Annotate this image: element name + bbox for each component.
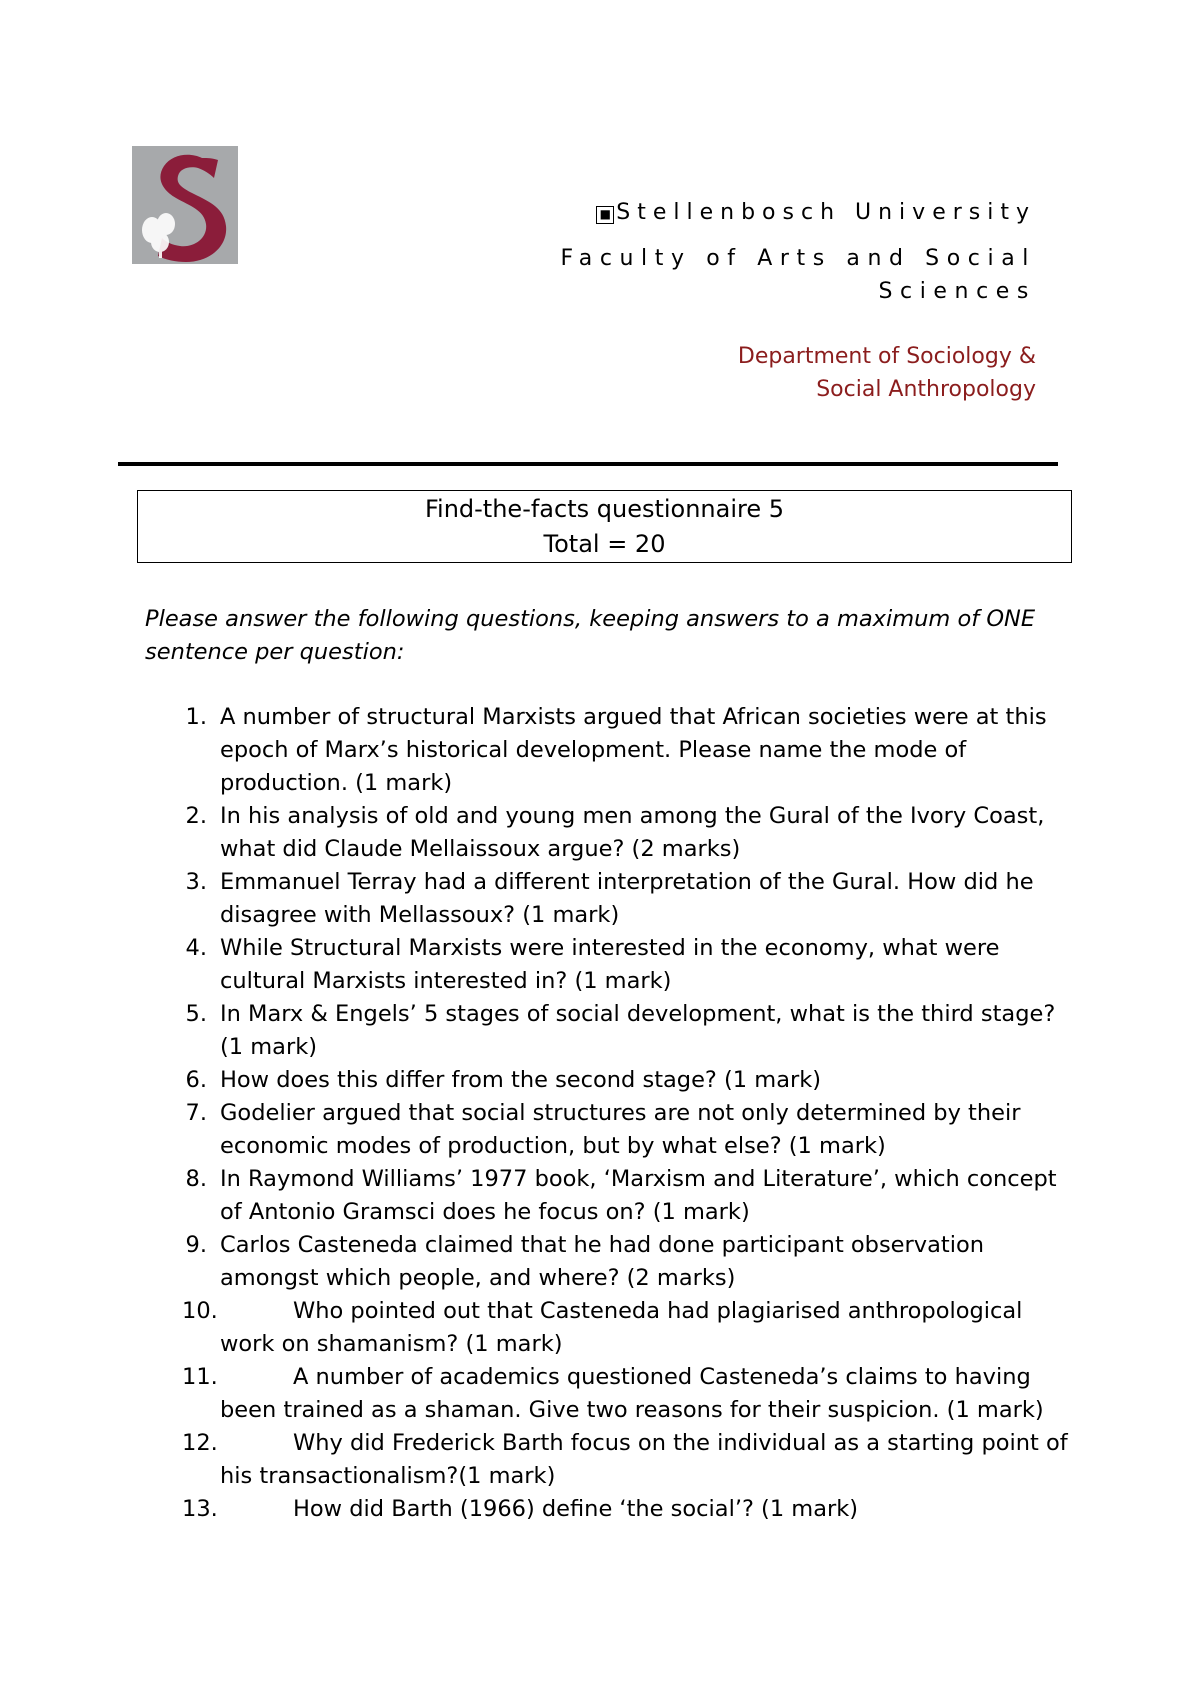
- question-item: [145, 701, 1075, 800]
- question-item: [145, 1097, 1075, 1163]
- question-item: [145, 1427, 1075, 1493]
- university-logo: [132, 146, 238, 264]
- question-number: 11.: [182, 1364, 218, 1390]
- department-line-1: Department of Sociology &: [737, 344, 1036, 369]
- question-text: Who pointed out that Casteneda had plagiarised anthropological work on shamanism? (1 mark): [220, 1298, 1023, 1357]
- question-item: [145, 800, 1075, 866]
- department-name: [738, 340, 1036, 406]
- question-text: In his analysis of old and young men among the Gural of the Ivory Coast, what did Claude Mellaissoux argue? (2 marks): [220, 803, 1045, 862]
- faculty-name: Faculty of Arts and Social Sciences: [560, 246, 1036, 304]
- question-item: [145, 1163, 1075, 1229]
- file-icon: ■: [596, 206, 614, 224]
- question-item: [145, 1493, 1075, 1526]
- questionnaire-title: Find-the-facts questionnaire 5: [424, 495, 785, 523]
- header-divider: [118, 462, 1058, 466]
- question-number: 9.: [185, 1232, 207, 1258]
- question-text: In Raymond Williams’ 1977 book, ‘Marxism and Literature’, which concept of Antonio Gramsci does he focus on? (1 mark): [220, 1166, 1057, 1225]
- department-line-2: Social Anthropology: [816, 377, 1036, 402]
- question-number: 10.: [182, 1298, 218, 1324]
- question-number: 3.: [185, 869, 207, 895]
- question-text: Why did Frederick Barth focus on the individual as a starting point of his transactionalism?(1 mark): [220, 1430, 1068, 1489]
- question-number: 13.: [182, 1496, 218, 1522]
- question-text: While Structural Marxists were interested in the economy, what were cultural Marxists interested in? (1 mark): [220, 935, 1000, 994]
- question-item: [145, 932, 1075, 998]
- question-item: [145, 1295, 1075, 1361]
- question-text: A number of academics questioned Casteneda’s claims to having been trained as a shaman. Give two reasons for their suspicion. (1 mark): [220, 1364, 1044, 1423]
- question-number: 4.: [185, 935, 207, 961]
- question-item: [145, 1229, 1075, 1295]
- questionnaire-total: Total = 20: [543, 530, 666, 558]
- question-item: [145, 1064, 1075, 1097]
- question-number: 5.: [185, 1001, 207, 1027]
- question-text: How does this differ from the second stage? (1 mark): [220, 1067, 822, 1093]
- question-number: 6.: [185, 1067, 207, 1093]
- instructions: Please answer the following questions, keeping answers to a maximum of ONE sentence per question:: [145, 606, 1036, 665]
- question-text: In Marx & Engels’ 5 stages of social development, what is the third stage? (1 mark): [220, 1001, 1056, 1060]
- question-text: Godelier argued that social structures are not only determined by their economic modes of production, but by what else? (1 mark): [220, 1100, 1021, 1159]
- question-number: 7.: [185, 1100, 207, 1126]
- question-text: A number of structural Marxists argued that African societies were at this epoch of Marx’s historical development. Please name the mode of production. (1 mark): [220, 704, 1047, 796]
- university-name: [596, 200, 1036, 225]
- question-number: 12.: [182, 1430, 218, 1456]
- question-list: [145, 701, 1075, 1526]
- question-number: 2.: [185, 803, 207, 829]
- question-text: How did Barth (1966) define ‘the social’? (1 mark): [293, 1496, 859, 1522]
- question-item: [145, 998, 1075, 1064]
- question-text: Carlos Casteneda claimed that he had done participant observation amongst which people, and where? (2 marks): [220, 1232, 984, 1291]
- question-text: Emmanuel Terray had a different interpretation of the Gural. How did he disagree with Mellassoux? (1 mark): [220, 869, 1034, 928]
- question-item: [145, 1361, 1075, 1427]
- question-number: 8.: [185, 1166, 207, 1192]
- question-number: 1.: [185, 704, 207, 730]
- title-box: [137, 490, 1072, 563]
- university-name-text: Stellenbosch University: [616, 200, 1036, 225]
- question-item: [145, 866, 1075, 932]
